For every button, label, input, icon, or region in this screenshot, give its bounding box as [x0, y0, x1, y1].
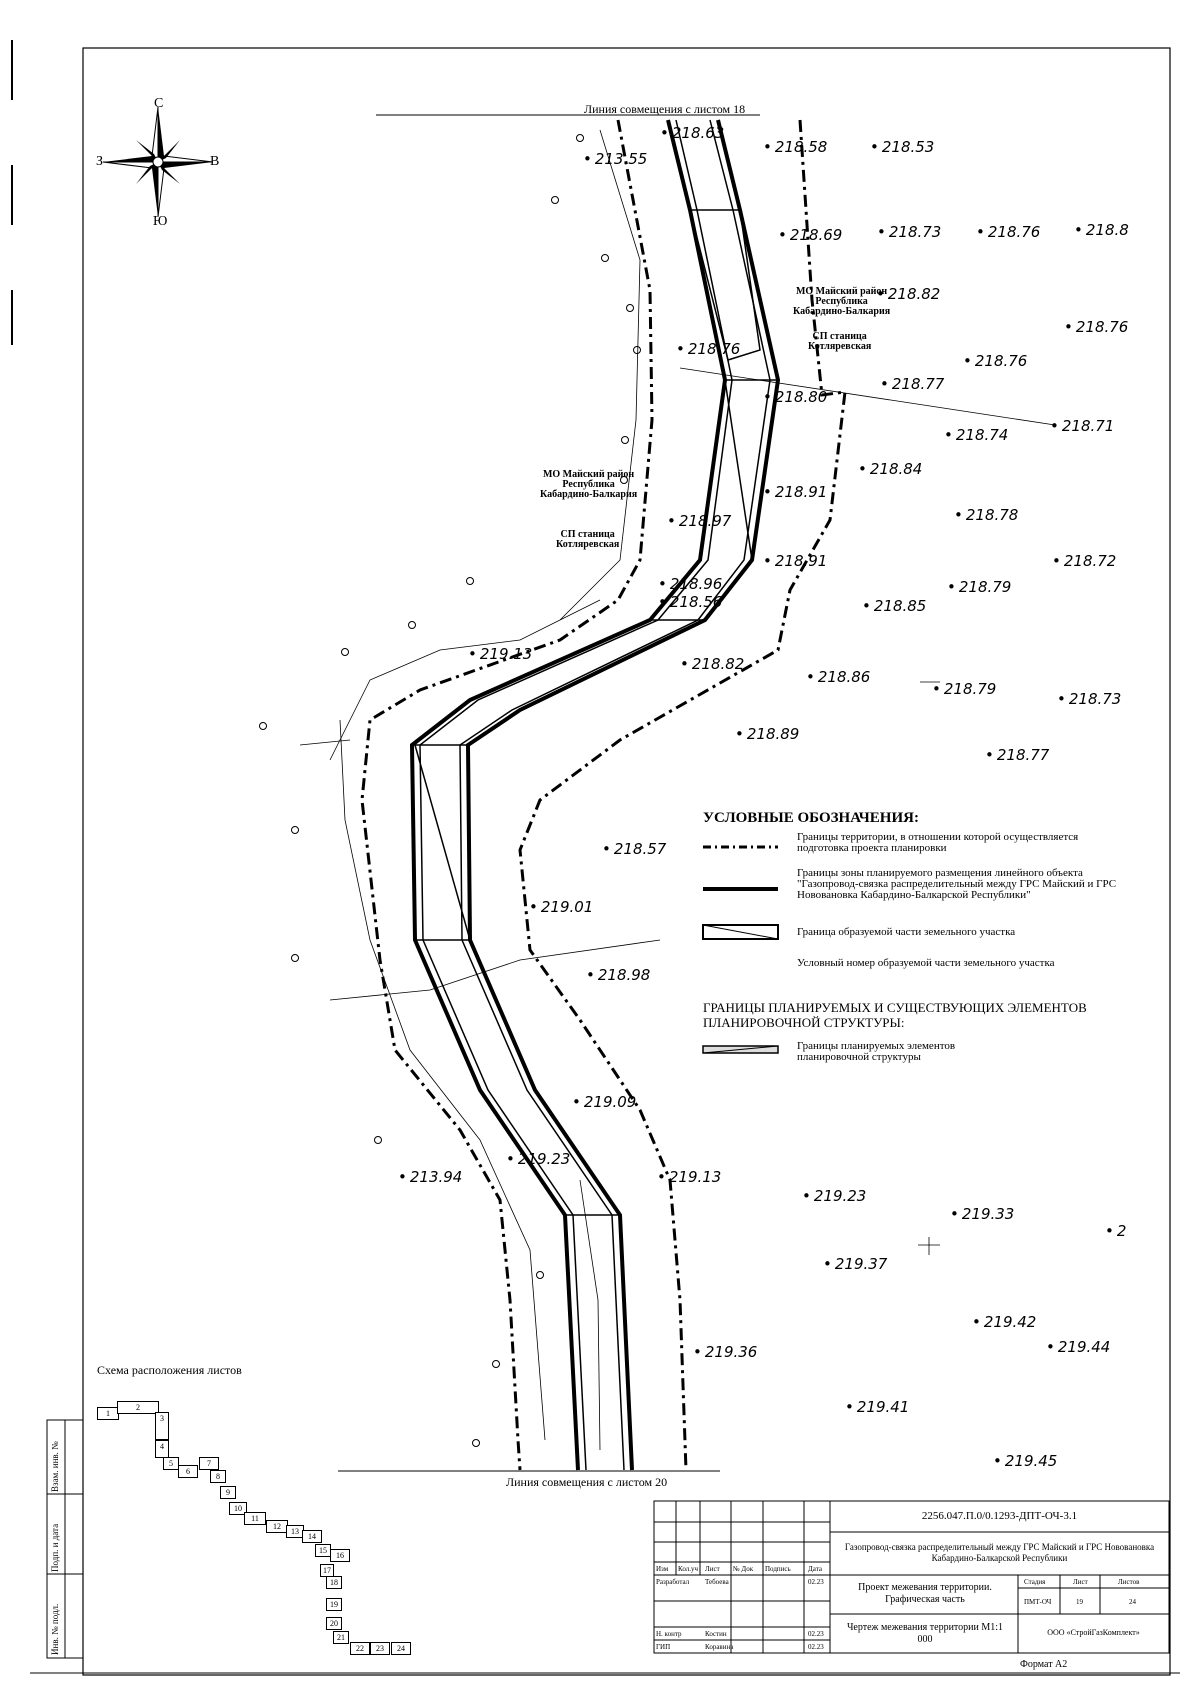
- sign-date: 02.23: [808, 1630, 824, 1638]
- scheme-sheet: 3: [155, 1412, 169, 1440]
- scheme-sheet: 23: [370, 1642, 390, 1655]
- scheme-sheet: 22: [350, 1642, 370, 1655]
- scheme-sheet: 16: [330, 1549, 350, 1562]
- elevation-mark: • 218.56: [658, 593, 722, 611]
- sheet-number: 19: [1076, 1598, 1083, 1606]
- elevation-mark: • 218.78: [954, 506, 1018, 524]
- sign-date: 02.23: [808, 1643, 824, 1651]
- compass-north: С: [154, 96, 164, 111]
- side-stamp-label: Инв. № подл.: [50, 1603, 60, 1655]
- legend-title: УСЛОВНЫЕ ОБОЗНАЧЕНИЯ:: [703, 810, 919, 826]
- elevation-mark: • 219.23: [802, 1187, 866, 1205]
- elevation-mark: • 218.79: [947, 578, 1011, 596]
- elevation-mark: • 219.13: [657, 1168, 721, 1186]
- header-date: Дата: [808, 1565, 822, 1573]
- elevation-mark: • 218.76: [676, 340, 740, 358]
- match-line-top: Линия совмещения с листом 18: [584, 102, 746, 116]
- person-name: Костин: [705, 1630, 727, 1638]
- company-name: ООО «СтройГазКомплект»: [1047, 1628, 1140, 1637]
- compass-east: В: [210, 154, 220, 169]
- elevation-mark: • 219.37: [823, 1255, 887, 1273]
- side-stamp-label: Подп. и дата: [50, 1523, 60, 1572]
- territory-label: СП станица Котляревская: [556, 529, 620, 550]
- elevation-mark: • 219.23: [506, 1150, 570, 1168]
- elevation-mark: • 218.85: [862, 597, 926, 615]
- match-line-bottom: Линия совмещения с листом 20: [506, 1475, 668, 1489]
- scheme-sheet: 6: [178, 1465, 198, 1478]
- elevation-mark: • 218.91: [763, 483, 827, 501]
- elevation-mark: • 2: [1105, 1222, 1126, 1240]
- elevation-mark: • 218.69: [778, 226, 842, 244]
- elevation-mark: • 219.41: [845, 1398, 909, 1416]
- compass-south: Ю: [153, 214, 168, 229]
- scheme-sheet: 2: [117, 1401, 159, 1414]
- elevation-mark: • 219.44: [1046, 1338, 1110, 1356]
- elevation-mark: • 219.33: [950, 1205, 1014, 1223]
- person-name: Тебоева: [705, 1578, 729, 1586]
- scheme-sheet: 5: [163, 1457, 179, 1470]
- elevation-mark: • 218.91: [763, 552, 827, 570]
- elevation-mark: • 218.76: [963, 352, 1027, 370]
- territory-label: МО Майский район Республика Кабардино-Балкария: [793, 286, 891, 317]
- elevation-mark: • 218.71: [1050, 417, 1114, 435]
- legend-subtitle: ГРАНИЦЫ ПЛАНИРУЕМЫХ И СУЩЕСТВУЮЩИХ ЭЛЕМЕНТОВ ПЛАНИРОВОЧНОЙ СТРУКТУРЫ:: [703, 1000, 1087, 1030]
- scheme-sheet: 19: [326, 1598, 342, 1611]
- stage-header: Стадия: [1024, 1578, 1046, 1586]
- elevation-mark: • 218.82: [680, 655, 744, 673]
- scheme-sheet: 4: [155, 1440, 169, 1458]
- elevation-mark: • 218.8: [1074, 221, 1129, 239]
- elevation-mark: • 219.45: [993, 1452, 1057, 1470]
- elevation-mark: • 218.74: [944, 426, 1008, 444]
- scheme-sheet: 7: [199, 1457, 219, 1470]
- elevation-mark: • 218.98: [586, 966, 650, 984]
- scheme-sheet: 11: [244, 1512, 266, 1525]
- elevation-mark: • 218.97: [667, 512, 731, 530]
- scheme-sheet: 1: [97, 1407, 119, 1420]
- drawing-name: Чертеж межевания территории М1:1 000: [846, 1622, 1004, 1645]
- elevation-mark: • 218.89: [735, 725, 799, 743]
- compass-west: З: [96, 154, 104, 169]
- elevation-mark: • 218.73: [1057, 690, 1121, 708]
- scheme-sheet: 17: [320, 1564, 334, 1577]
- legend-item: Границы зоны планируемого размещения линейного объекта "Газопровод-связка распределительный между ГРС Майский и ГРС Нововановка Кабардино-Балкарской Республики": [797, 867, 1117, 901]
- document-code: 2256.047.П.0/0.1293-ДПТ-ОЧ-3.1: [921, 1510, 1078, 1522]
- elevation-mark: • 218.82: [876, 285, 940, 303]
- project-name: Проект межевания территории. Графическая часть: [858, 1582, 992, 1605]
- scheme-title: Схема расположения листов: [97, 1363, 242, 1377]
- person-name: Коравина: [705, 1643, 734, 1651]
- elevation-mark: • 218.76: [976, 223, 1040, 241]
- elevation-mark: • 213.55: [583, 150, 647, 168]
- sheet-format: Формат А2: [1020, 1659, 1068, 1670]
- header-sign: Подпись: [765, 1565, 791, 1573]
- legend-item: Граница образуемой части земельного участка: [797, 926, 1016, 938]
- scheme-sheet: 24: [391, 1642, 411, 1655]
- role-label: Н. контр: [656, 1630, 682, 1638]
- header-doc: № Док: [733, 1565, 754, 1573]
- role-label: ГИП: [656, 1643, 671, 1651]
- elevation-mark: • 219.09: [572, 1093, 636, 1111]
- side-stamp-label: Взам. инв. №: [50, 1441, 60, 1492]
- scheme-sheet: 14: [302, 1530, 322, 1543]
- scheme-sheet: 20: [326, 1617, 342, 1630]
- elevation-mark: • 219.01: [529, 898, 593, 916]
- scheme-sheet: 9: [220, 1486, 236, 1499]
- sign-date: 02.23: [808, 1578, 824, 1586]
- role-label: Разработал: [656, 1578, 690, 1586]
- elevation-mark: • 219.13: [468, 645, 532, 663]
- sheets-header: Листов: [1118, 1578, 1140, 1586]
- compass-icon: [103, 107, 213, 217]
- elevation-mark: • 213.94: [398, 1168, 462, 1186]
- elevation-mark: • 218.53: [870, 138, 934, 156]
- elevation-mark: • 218.57: [602, 840, 666, 858]
- elevation-mark: • 218.79: [932, 680, 996, 698]
- elevation-mark: • 218.86: [806, 668, 870, 686]
- elevation-mark: • 219.42: [972, 1313, 1036, 1331]
- scheme-sheet: 15: [315, 1544, 331, 1557]
- elevation-mark: • 218.73: [877, 223, 941, 241]
- elevation-mark: • 218.72: [1052, 552, 1116, 570]
- scheme-sheet: 18: [326, 1576, 342, 1589]
- scheme-sheet: 8: [210, 1470, 226, 1483]
- elevation-mark: • 218.58: [763, 138, 827, 156]
- territory-label: СП станица Котляревская: [808, 331, 872, 352]
- scheme-sheet: 21: [333, 1631, 349, 1644]
- header-izm: Изм: [656, 1565, 669, 1573]
- scheme-sheet: 12: [266, 1520, 288, 1533]
- header-list: Лист: [705, 1565, 720, 1573]
- legend-item: Условный номер образуемой части земельного участка: [797, 957, 1055, 969]
- stage-value: ПМТ-ОЧ: [1024, 1598, 1052, 1606]
- elevation-mark: • 218.77: [880, 375, 944, 393]
- sheet-count: 24: [1129, 1598, 1136, 1606]
- legend-item: Границы планируемых элементов планировочной структуры: [797, 1040, 956, 1063]
- elevation-mark: • 218.76: [1064, 318, 1128, 336]
- legend-item: Границы территории, в отношении которой осуществляется подготовка проекта планировки: [797, 831, 1079, 854]
- elevation-mark: • 218.80: [763, 388, 827, 406]
- scheme-sheet: 13: [286, 1525, 304, 1538]
- sheet-header: Лист: [1073, 1578, 1088, 1586]
- elevation-mark: • 218.77: [985, 746, 1049, 764]
- elevation-mark: • 218.96: [658, 575, 722, 593]
- territory-label: МО Майский район Республика Кабардино-Балкария: [540, 469, 638, 500]
- elevation-mark: • 219.36: [693, 1343, 757, 1361]
- scheme-sheet: 10: [229, 1502, 247, 1515]
- object-name: Газопровод-связка распределительный между ГРС Майский и ГРС Нововановка Кабардино-Балкарской Республики: [844, 1542, 1155, 1563]
- elevation-mark: • 218.63: [660, 124, 724, 142]
- elevation-mark: • 218.84: [858, 460, 922, 478]
- header-kol: Кол.уч: [678, 1565, 698, 1573]
